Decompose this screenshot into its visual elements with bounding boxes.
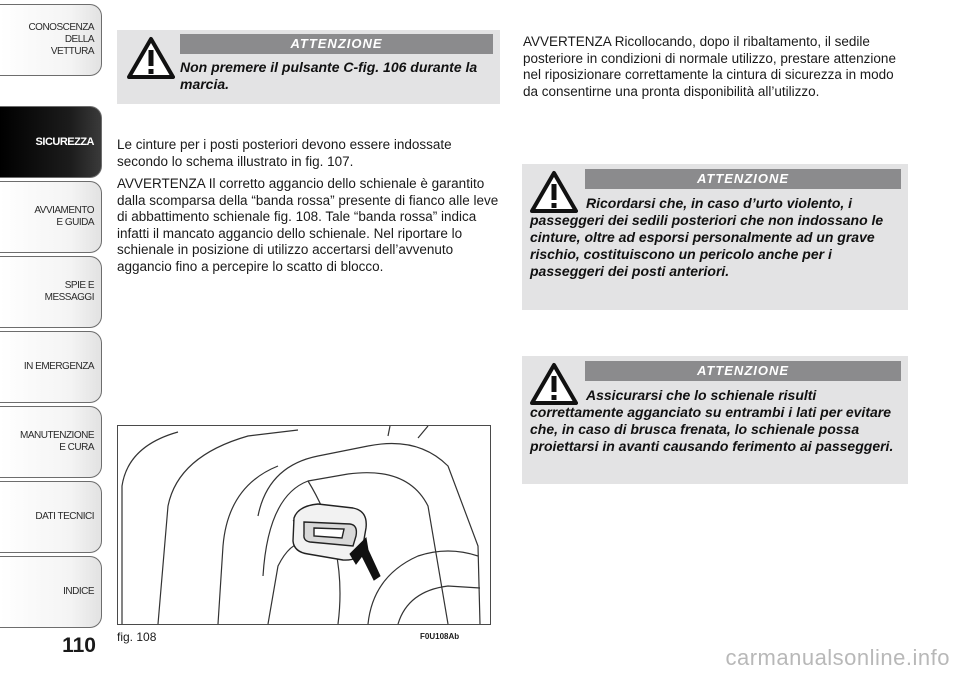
figure-code: F0U108Ab [420,632,460,641]
tab-indice[interactable]: INDICE [0,556,102,628]
seat-backrest-illustration [118,426,490,624]
warning-box-2 [522,164,908,310]
warning-text: Ricordarsi che, in caso d’urto violento, i passeggeri dei sedili posteriori che non indossano le cinture, oltre ad esporsi personalmente ad un grave rischio, costituiscono un pericolo anche per i passeggeri dei posti anteriori. [530,195,884,279]
warning-header: ATTENZIONE [585,361,901,381]
paragraph: AVVERTENZA Ricollocando, dopo il ribaltamento, il sedile posteriore in condizioni di normale utilizzo, prestare attenzione nel riposizionare correttamente la cintura di sicurezza in modo da consentirne una pronta disponibilità all’utilizzo. [523,34,896,99]
page-number: 110 [62,634,96,657]
warning-triangle-icon [127,36,175,80]
tab-in-emergenza[interactable]: IN EMERGENZA [0,331,102,403]
warning-text: Assicurarsi che lo schienale risulti correttamente agganciato su entrambi i lati per evitare che, in caso di brusca frenata, lo schienale possa proiettarsi in avanti causando ferimento ai passeggeri. [530,387,894,454]
warning-box-3 [522,356,908,484]
warning-header: ATTENZIONE [180,34,493,54]
chapter-tabs [0,0,102,640]
warning-box-1 [117,30,500,104]
tab-spie-e-messaggi[interactable]: SPIE E MESSAGGI [0,256,102,328]
paragraph: AVVERTENZA Il corretto aggancio dello schienale è garantito dalla scomparsa della “banda rossa” presente di fianco alle leve di abbattimento schienale fig. 108. Tale “banda rossa” indica infatti il mancato aggancio dello schienale. Nel riportare lo schienale in posizione di utilizzo accertarsi dell’avvenuto aggancio fino a percepire lo scatto di blocco. [117,176,499,274]
tab-dati-tecnici[interactable]: DATI TECNICI [0,481,102,553]
watermark: carmanualsonline.info [725,645,950,670]
tab-sicurezza[interactable]: SICUREZZA [0,106,102,178]
warning-header: ATTENZIONE [585,169,901,189]
left-column-text [117,137,505,281]
tab-conoscenza-della-vettura[interactable]: CONOSCENZA DELLA VETTURA [0,4,102,76]
warning-text: Non premere il pulsante C-fig. 106 durante la marcia. [180,59,478,92]
figure-caption: fig. 108 [117,630,157,644]
paragraph: Le cinture per i posti posteriori devono essere indossate secondo lo schema illustrato in fig. 107. [117,137,452,169]
tab-avviamento-e-guida[interactable]: AVVIAMENTO E GUIDA [0,181,102,253]
tab-manutenzione-e-cura[interactable]: MANUTENZIONE E CURA [0,406,102,478]
figure-108-image [117,425,491,625]
right-column-text [523,34,908,106]
